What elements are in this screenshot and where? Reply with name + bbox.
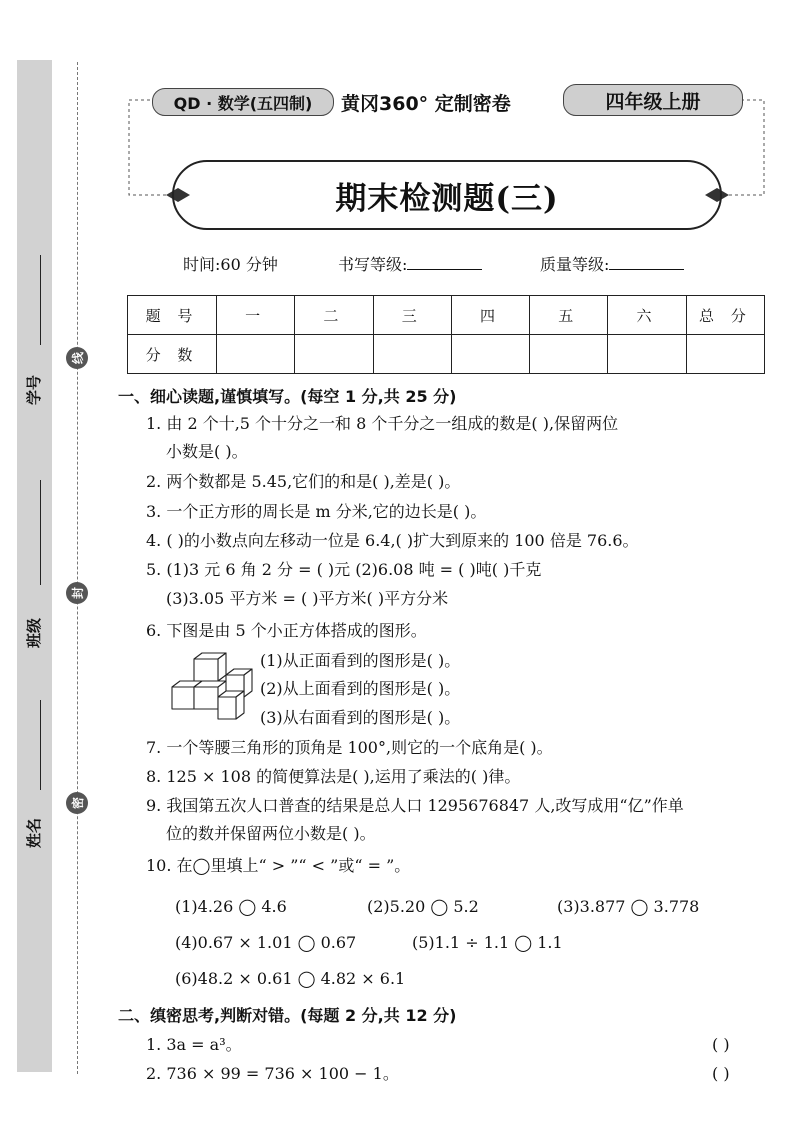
- q5-line2: (3)3.05 平方米 = ( )平方米( )平方分米: [166, 589, 449, 608]
- quality-grade-blank: [609, 253, 684, 270]
- score-cell[interactable]: [686, 335, 764, 374]
- compare-5: (5)1.1 ÷ 1.1 ◯ 1.1: [412, 933, 563, 952]
- student-id-label: 学号: [25, 374, 43, 405]
- compare-4: (4)0.67 × 1.01 ◯ 0.67: [175, 933, 357, 952]
- judge-2-text: 2. 736 × 99 = 736 × 100 − 1。: [146, 1064, 399, 1083]
- class-label: 班级: [25, 617, 43, 648]
- q6-sub3: (3)从右面看到的图形是( )。: [260, 708, 461, 727]
- name-line: [40, 700, 41, 790]
- score-cell[interactable]: [217, 335, 295, 374]
- compare-1: (1)4.26 ◯ 4.6: [175, 897, 287, 916]
- cubes-figure: [168, 651, 260, 723]
- score-cell[interactable]: [373, 335, 451, 374]
- writing-grade: [338, 252, 482, 275]
- quality-grade: [540, 252, 684, 275]
- seal-seal: 封: [66, 582, 88, 604]
- col-header: 四: [451, 296, 529, 335]
- subject-badge: QD · 数学(五四制): [152, 88, 334, 116]
- row-label-score: 分 数: [128, 335, 217, 374]
- col-header: 五: [530, 296, 608, 335]
- grade-badge: 四年级上册: [563, 84, 743, 116]
- student-id-line: [40, 255, 41, 345]
- judge-2-answer[interactable]: ( ): [712, 1064, 730, 1083]
- judge-1-text: 1. 3a = a³。: [146, 1035, 242, 1054]
- writing-grade-label: 书写等级:: [338, 255, 408, 274]
- time-text: 时间:60 分钟: [183, 255, 278, 274]
- table-row: [128, 335, 765, 374]
- q2: 2. 两个数都是 5.45,它们的和是( ),差是( )。: [146, 472, 461, 491]
- seal-line: 线: [66, 347, 88, 369]
- score-cell[interactable]: [451, 335, 529, 374]
- q6-sub1: (1)从正面看到的图形是( )。: [260, 651, 461, 670]
- section1-heading: 一、细心读题,谨慎填写。(每空 1 分,共 25 分): [118, 387, 457, 406]
- writing-grade-blank: [407, 253, 482, 270]
- q6-sub2: (2)从上面看到的图形是( )。: [260, 679, 461, 698]
- q9-line2: 位的数并保留两位小数是( )。: [166, 824, 376, 843]
- q7: 7. 一个等腰三角形的顶角是 100°,则它的一个底角是( )。: [146, 738, 553, 757]
- q1-line2: 小数是( )。: [166, 442, 248, 461]
- row-label-number: 题 号: [128, 296, 217, 335]
- col-header: 二: [295, 296, 373, 335]
- score-cell[interactable]: [295, 335, 373, 374]
- score-table: [127, 295, 765, 374]
- q8: 8. 125 × 108 的简便算法是( ),运用了乘法的( )律。: [146, 767, 521, 786]
- q10: 10. 在◯里填上“ > ”“ < ”或“ = ”。: [146, 856, 411, 875]
- name-label: 姓名: [25, 817, 43, 848]
- compare-2: (2)5.20 ◯ 5.2: [367, 897, 479, 916]
- compare-6: (6)48.2 × 0.61 ◯ 4.82 × 6.1: [175, 969, 406, 988]
- exam-title: 期末检测题(三): [172, 160, 722, 230]
- quality-grade-label: 质量等级:: [540, 255, 610, 274]
- col-header: 总 分: [686, 296, 764, 335]
- col-header: 一: [217, 296, 295, 335]
- judge-1-answer[interactable]: ( ): [712, 1035, 730, 1054]
- class-line: [40, 480, 41, 585]
- score-cell[interactable]: [608, 335, 686, 374]
- q3: 3. 一个正方形的周长是 m 分米,它的边长是( )。: [146, 502, 487, 521]
- section2-heading: 二、缜密思考,判断对错。(每题 2 分,共 12 分): [118, 1006, 457, 1025]
- q5-line1: 5. (1)3 元 6 角 2 分 = ( )元 (2)6.08 吨 = ( )吨( )千克: [146, 560, 542, 579]
- q1-line1: 1. 由 2 个十,5 个十分之一和 8 个千分之一组成的数是( ),保留两位: [146, 414, 619, 433]
- q6: 6. 下图是由 5 个小正方体搭成的图形。: [146, 621, 427, 640]
- table-row: [128, 296, 765, 335]
- seal-secret: 密: [66, 792, 88, 814]
- col-header: 六: [608, 296, 686, 335]
- q9-line1: 9. 我国第五次人口普查的结果是总人口 1295676847 人,改写成用“亿”作单: [146, 796, 684, 815]
- series-name: 黄冈360° 定制密卷: [341, 93, 511, 115]
- col-header: 三: [373, 296, 451, 335]
- compare-3: (3)3.877 ◯ 3.778: [557, 897, 700, 916]
- score-cell[interactable]: [530, 335, 608, 374]
- q4: 4. ( )的小数点向左移动一位是 6.4,( )扩大到原来的 100 倍是 76.6。: [146, 531, 639, 550]
